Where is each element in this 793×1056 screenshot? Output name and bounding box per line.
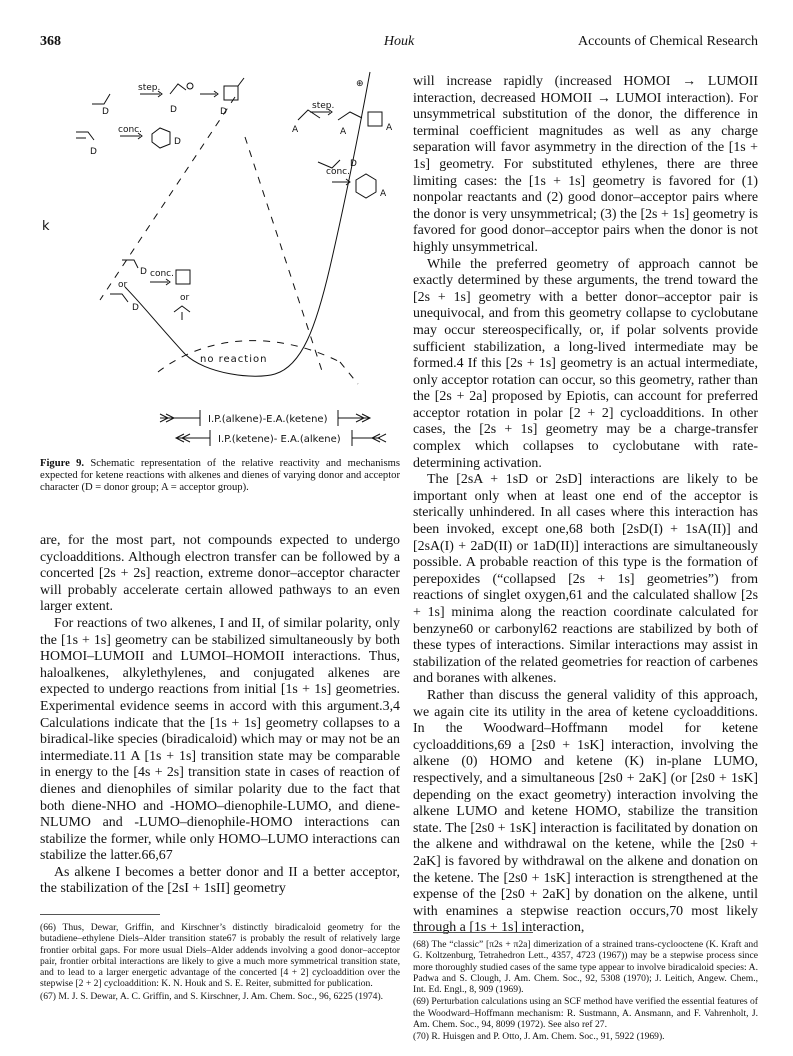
left-concerted-sketch — [76, 125, 181, 157]
ip-ea-arrow-top — [160, 410, 370, 426]
footnote-68: (68) The “classic” [π2s + π2a] dimerization of a strained trans-cyclooctene (K. Kraft and G. Koltzenburg, Tetrahedron Lett., 4357, 4723 (1967)) may be a stepwise process since more thoroughly studied cases of the same type appear to involve biradicaloid species: A. Padwa and S. Clough, J. Am. Chem. Soc., 92, 5308 (1970); J. Leitich, Angew. Chem., Int. Ed. Engl., 8, 909 (1969). — [413, 939, 758, 996]
svg-text:or: or — [180, 293, 190, 303]
svg-text:or: or — [118, 280, 128, 290]
svg-text:A: A — [386, 123, 393, 133]
ip-ketene-ea-alkene-label: I.P.(ketene)- E.A.(alkene) — [218, 434, 341, 445]
paragraph: For reactions of two alkenes, I and II, of similar polarity, only the [1s + 1s] geometry can be stabilized simultaneously by both HOMOI–LUMOII and LUMOI–HOMOII interactions. Thus, haloalkenes, alkylethylenes, and conjugated alkenes are expected to undergo reactions from initial [1s + 1s] geometries. Experimental evidence seems in accord with this argument.3,4 Calculations indicate that the [1s + 1s] geometry collapses to a biradical-like species (biradicaloid) which may or may not be an intermediate.11 A [1s + 1s] transition state may be comparable in energy to the [4s + 2s] transition state in cases of reaction of dienes and dienophiles of similar polarity due to the fact that both diene-NHO and -HOMO–dienophile-LUMO, and diene-NLUMO and -LUMO–dienophile-HOMO interactions can stabilize the former, while only HOMO–LUMO interactions can stabilize the latter.66,67 — [40, 615, 400, 864]
footnotes-left — [40, 922, 400, 1003]
page-number: 368 — [40, 34, 61, 49]
ip-alkene-ea-ketene-label: I.P.(alkene)-E.A.(ketene) — [208, 414, 328, 425]
paragraph: The [2sA + 1sD or 2sD] interactions are likely to be important only when at least one end of the acceptor is sterically unhindered. In all cases where this interaction has been invoked, except one,68 both [2sD(I) + 1sA(II)] and [2sA(I) + 2aD(II) or 1aD(II)] interactions are simultaneously possible. A probable reaction of this type is the formation of perepoxides (“collapsed [2s + 1s] geometries”) from reactions of singlet oxygen,61 and the calculated shallow [2s + 1s] minima along the reaction coordinate calculated for benzyne60 or carbonyl62 reactions are stabilized by both of these types of interactions. Similar interactions may assist in stabilization of the related geometries for reaction of carbenes and boranes with alkenes. — [413, 472, 758, 687]
footnotes-right — [413, 939, 758, 1044]
footnote-66: (66) Thus, Dewar, Griffin, and Kirschner’s distinctly biradicaloid geometry for the butadiene–ethylene Diels–Alder transition state67 is probably the result of relatively large frontier orbital gaps. For more usual Diels–Alder addends involving a good donor–acceptor pair, frontier orbital interactions are likely to give a much more symmetrical transition state, and to lead to a larger energetic advantage of the concerted [4 + 2] cycloaddition over the stepwise [2 + 2] cycloaddition: K. N. Houk and S. E. Reiter, submitted for publication. — [40, 922, 400, 990]
dashed-line-right — [245, 137, 323, 374]
footnote-69: (69) Perturbation calculations using an SCF method have verified the essential features of the Woodward–Hoffmann mechanism: R. Sustmann, A. Ansmann, and F. Vahrenholt, J. Am. Chem. Soc., 94, 8099 (1972). See also ref 27. — [413, 996, 758, 1031]
svg-text:D: D — [350, 159, 357, 169]
journal-name: Accounts of Chemical Research — [578, 34, 758, 49]
figure-caption-text: Schematic representation of the relative reactivity and mechanisms expected for ketene reactions with alkenes and dienes of varying donor and acceptor character (D = donor group; A = acceptor group). — [40, 458, 400, 494]
y-axis-label: k — [42, 219, 50, 234]
figure-9 — [40, 62, 406, 457]
svg-text:A: A — [340, 127, 347, 137]
svg-text:A: A — [292, 125, 299, 135]
top-left-step-sketch — [92, 78, 244, 117]
footnote-70: (70) R. Huisgen and P. Otto, J. Am. Chem. Soc., 91, 5922 (1969). — [413, 1031, 665, 1043]
svg-text:D: D — [102, 107, 109, 117]
left-column — [40, 533, 400, 898]
footnote-rule-left — [40, 914, 160, 915]
svg-text:D: D — [132, 303, 139, 313]
paragraph: Rather than discuss the general validity of this approach, we again cite its utility in the area of ketene cycloadditions. In the Woodward–Hoffmann model for ketene cycloadditions,69 a [2s0 + 1sK] interaction, involving the alkene (0) HOMO and ketene (K) in-plane LUMO, respectively, and a simultaneous [2s0 + 2aK] (or [2s0 + 1sK] depending on the exact geometry) interaction involving the alkene LUMO and ketene HOMO, stabilize the transition state. The [2s0 + 1sK] interaction is facilitated by donation on the alkene and withdrawal on the ketene, while the [2s0 + 2aK] is favored by withdrawal on the alkene and donation on the ketene. The [2s0 + 1sK] interaction is strengthened at the expense of the [2s0 + 2aK] by donation on the alkene, until with enamines a stepwise reaction occurs,70 most likely through a [1s + 1s] interaction, — [413, 687, 758, 936]
paragraph: While the preferred geometry of approach cannot be exactly determined by these arguments, the trend toward the [2s + 1s] geometry with a better donor–acceptor pair is unequivocal, and from this geometry collapse to cyclobutane may occur stereospecifically, or, if polar solvents provide sufficient stabilization, a long-lived intermediate may be formed.4 If this [2s + 1s] geometry is an actual intermediate, only acceptor rotation can occur, so this geometry, rather than the [2s + 2a] proposed by Epiotis, can account for preferred acceptor rotation in polar [2 + 2] cycloadditions. In other cases, the [2s + 1s] geometry may be a charge-transfer complex which collapses to cyclobutane with rate-determining activation. — [413, 256, 758, 471]
right-column — [413, 74, 758, 937]
ip-ea-arrow-bottom — [176, 430, 386, 446]
no-reaction-label: no reaction — [200, 354, 268, 365]
running-author: Houk — [383, 34, 415, 49]
svg-text:conc.: conc. — [150, 269, 174, 279]
svg-text:conc.: conc. — [118, 125, 142, 135]
paragraph: will increase rapidly (increased HOMOI → LUMOII interaction, decreased HOMOII → LUMOI interaction). For unsymmetrical substitution of the donor, the difference in terminal coefficient magnitudes as well as any charge separation will favor asymmetry in the direction of the [1s + 1s] geometry. For substituted ethylenes, there are three limiting cases: the [1s + 1s] geometry is favored for (1) nonpolar reactants and (2) good donor–acceptor pairs where the donor is very unsymmetrical; (3) the [2s + 1s] geometry is favored for good donor–acceptor pairs when the donor is not highly unsymmetrical. — [413, 74, 758, 255]
svg-text:D: D — [170, 105, 177, 115]
paragraph: are, for the most part, not compounds expected to undergo cycloadditions. Although electron transfer can be followed by a concerted [2s + 2s] reaction, extreme donor–acceptor character will probably accelerate certain allowed pathways to an even larger extent. — [40, 533, 400, 615]
svg-text:⊕: ⊕ — [356, 79, 364, 89]
bottom-concerted-sketch — [110, 260, 190, 320]
svg-text:A: A — [380, 189, 387, 199]
svg-text:step.: step. — [138, 83, 161, 93]
footnote-rule-right — [413, 932, 533, 933]
reactivity-diagram — [40, 62, 406, 457]
svg-text:conc.: conc. — [326, 167, 350, 177]
footnote-67: (67) M. J. S. Dewar, A. C. Griffin, and S. Kirschner, J. Am. Chem. Soc., 96, 6225 (1974). — [40, 990, 384, 1002]
running-header — [40, 34, 758, 54]
figure-caption-label: Figure 9. — [40, 458, 85, 469]
paragraph: As alkene I becomes a better donor and II a better acceptor, the stabilization of the [2sI + 1sII] geometry — [40, 864, 400, 897]
figure-caption — [40, 458, 400, 495]
dashed-arc-tail — [340, 362, 358, 384]
right-concerted-sketch — [326, 167, 387, 199]
svg-text:D: D — [174, 137, 181, 147]
reactivity-curve-left — [125, 287, 185, 354]
svg-text:D: D — [220, 107, 227, 117]
dashed-guides — [100, 97, 358, 384]
svg-text:D: D — [140, 267, 147, 277]
right-step-sketch — [292, 79, 393, 169]
svg-text:D: D — [90, 147, 97, 157]
svg-text:step.: step. — [312, 101, 335, 111]
